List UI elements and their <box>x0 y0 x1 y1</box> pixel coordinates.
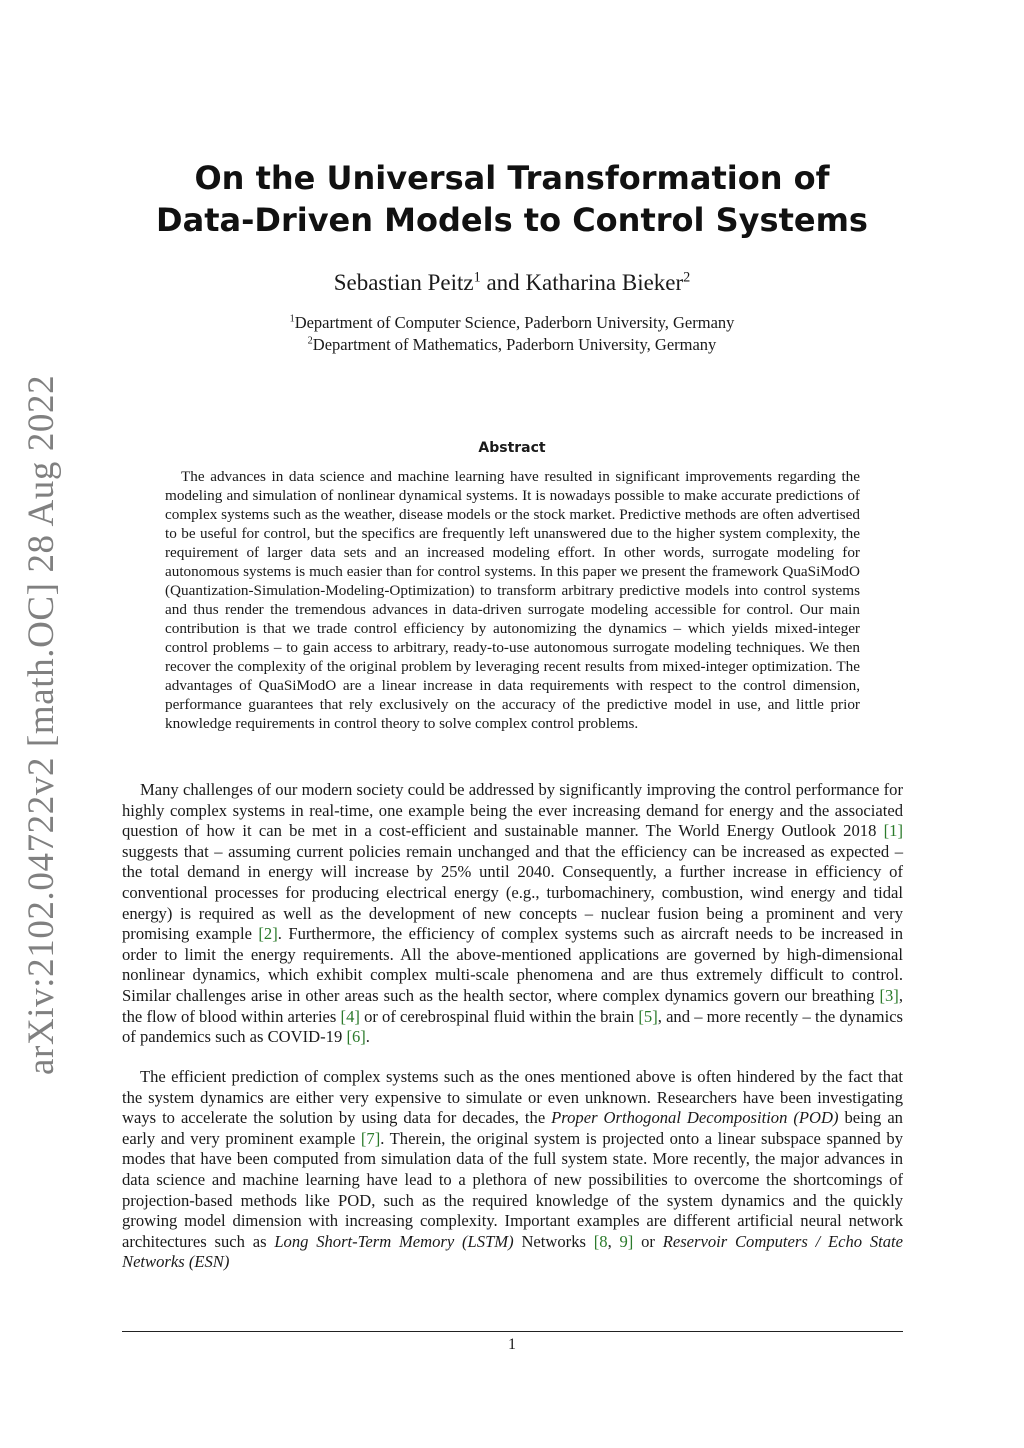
paragraph-text: , the flow of blood within arteries <box>122 985 903 1026</box>
citation-link[interactable]: [4] <box>340 1006 360 1026</box>
page-number: 1 <box>508 1336 516 1353</box>
paper-title <box>0 157 1024 241</box>
paragraph-text: , and – more recently – the dynamics of pandemics such as COVID-19 <box>122 1006 904 1047</box>
paragraph-text: or <box>633 1231 663 1251</box>
affiliation-2 <box>0 334 1024 355</box>
citation-link[interactable]: [7] <box>360 1128 381 1148</box>
paragraph-text: suggests that – assuming current policies remain unchanged and that the efficiency can be increased as expected – the total demand in energy will increase by 25% until 2040. Consequently, a further increase in efficiency of conventional processes for producing electrical energy (e.g., turbomachinery, combustion, wind energy and tidal energy) is required as well as the development of new concepts – nuclear fusion being a prominent and very promising example <box>122 841 903 944</box>
author-name: Sebastian Peitz <box>333 270 474 295</box>
emphasized-term: Reservoir Computers / Echo State Networks (ESN) <box>122 1231 903 1272</box>
title-line-2: Data-Driven Models to Control Systems <box>156 201 868 239</box>
author-list <box>0 268 1024 298</box>
paragraph-text: Networks <box>513 1231 594 1251</box>
affiliation-1 <box>0 312 1024 333</box>
author-affiliation-mark: 2 <box>683 269 691 286</box>
emphasized-term: Long Short-Term Memory (LSTM) <box>274 1231 514 1251</box>
footer-divider <box>122 1331 903 1332</box>
citation-link[interactable]: [5] <box>638 1006 658 1026</box>
citation-link[interactable]: [6] <box>346 1027 366 1047</box>
citation-link[interactable]: [2] <box>258 924 278 944</box>
affiliation-text: Department of Computer Science, Paderborn University, Germany <box>294 313 735 332</box>
paragraph-text: . <box>365 1027 370 1047</box>
body-paragraph-1 <box>122 780 903 1048</box>
affiliation-mark: 2 <box>307 335 313 347</box>
paragraph-text: . Furthermore, the efficiency of complex systems such as aircraft needs to be increased in order to limit the energy requirements. All the above-mentioned applications are governed by high-dimensional nonlinear dynamics, which exhibit complex multi-scale phenomena and are thus extremely difficult to control. Similar challenges arise in other areas such as the health sector, where complex dynamics govern our breathing <box>122 924 903 1005</box>
citation-link[interactable]: [8 <box>593 1231 608 1251</box>
author-affiliation-mark: 1 <box>473 269 481 286</box>
emphasized-term: Proper Orthogonal Decomposition (POD) <box>551 1108 839 1128</box>
title-line-1: On the Universal Transformation of <box>194 159 830 197</box>
abstract-text: The advances in data science and machine learning have resulted in significant improvements regarding the modeling and simulation of nonlinear dynamical systems. It is nowadays possible to make accurate predictions of complex systems such as the weather, disease models or the stock market. Predictive methods are often advertised to be useful for control, but the specifics are frequently left unanswered due to the higher system complexity, the requirement of larger data sets and an increased modeling effort. In other words, surrogate modeling for autonomous systems is much easier than for control systems. In this paper we present the framework QuaSiModO (Quantization-Simulation-Modeling-Optimization) to transform arbitrary predictive models into control systems and thus render the tremendous advances in data-driven surrogate modeling accessible for control. Our main contribution is that we trade control efficiency by autonomizing the dynamics – which yields mixed-integer control problems – to gain access to arbitrary, ready-to-use autonomous surrogate modeling techniques. We then recover the complexity of the original problem by leveraging recent results from mixed-integer optimization. The advantages of QuaSiModO are a linear increase in data requirements with respect to the control dimension, performance guarantees that rely exclusively on the accuracy of the predictive model in use, and little prior knowledge requirements in control theory to solve complex control problems. <box>165 468 860 732</box>
body-paragraph-2 <box>122 1067 903 1273</box>
citation-separator: , <box>607 1231 620 1251</box>
paragraph-text: or of cerebrospinal fluid within the brain <box>359 1006 639 1026</box>
paragraph-text: being an early and very prominent example <box>122 1108 903 1148</box>
citation-link[interactable]: 9] <box>619 1231 634 1251</box>
paragraph-text: Many challenges of our modern society could be addressed by significantly improving the control performance for highly complex systems in real-time, one example being the ever increasing demand for energy and the associated question of how it can be met in a cost-efficient and sustainable manner. The World Energy Outlook 2018 <box>122 780 903 841</box>
affiliation-text: Department of Mathematics, Paderborn University, Germany <box>312 335 717 354</box>
paragraph-text: . Therein, the original system is projected onto a linear subspace spanned by modes that have been computed from simulation data of the full system state. More recently, the major advances in data science and machine learning have lead to a plethora of new possibilities to overcome the shortcomings of projection-based methods like POD, such as the required knowledge of the system dynamics and the quickly growing model dimension with increasing complexity. Important examples are different artificial neural network architectures such as <box>122 1128 903 1251</box>
citation-link[interactable]: [3] <box>879 985 899 1005</box>
author-name: Katharina Bieker <box>525 270 684 295</box>
arxiv-identifier-stamp: arXiv:2102.04722v2 [math.OC] 28 Aug 2022 <box>21 374 62 1075</box>
citation-link[interactable]: [1] <box>883 821 903 841</box>
affiliation-mark: 1 <box>289 313 295 325</box>
paragraph-text: The efficient prediction of complex systems such as the ones mentioned above is often hindered by the fact that the system dynamics are either very expensive to simulate or even unknown. Researchers have been investigating ways to accelerate the solution by using data for decades, the <box>122 1067 903 1128</box>
author-conjunction: and <box>480 270 526 295</box>
abstract-heading: Abstract <box>478 440 546 456</box>
